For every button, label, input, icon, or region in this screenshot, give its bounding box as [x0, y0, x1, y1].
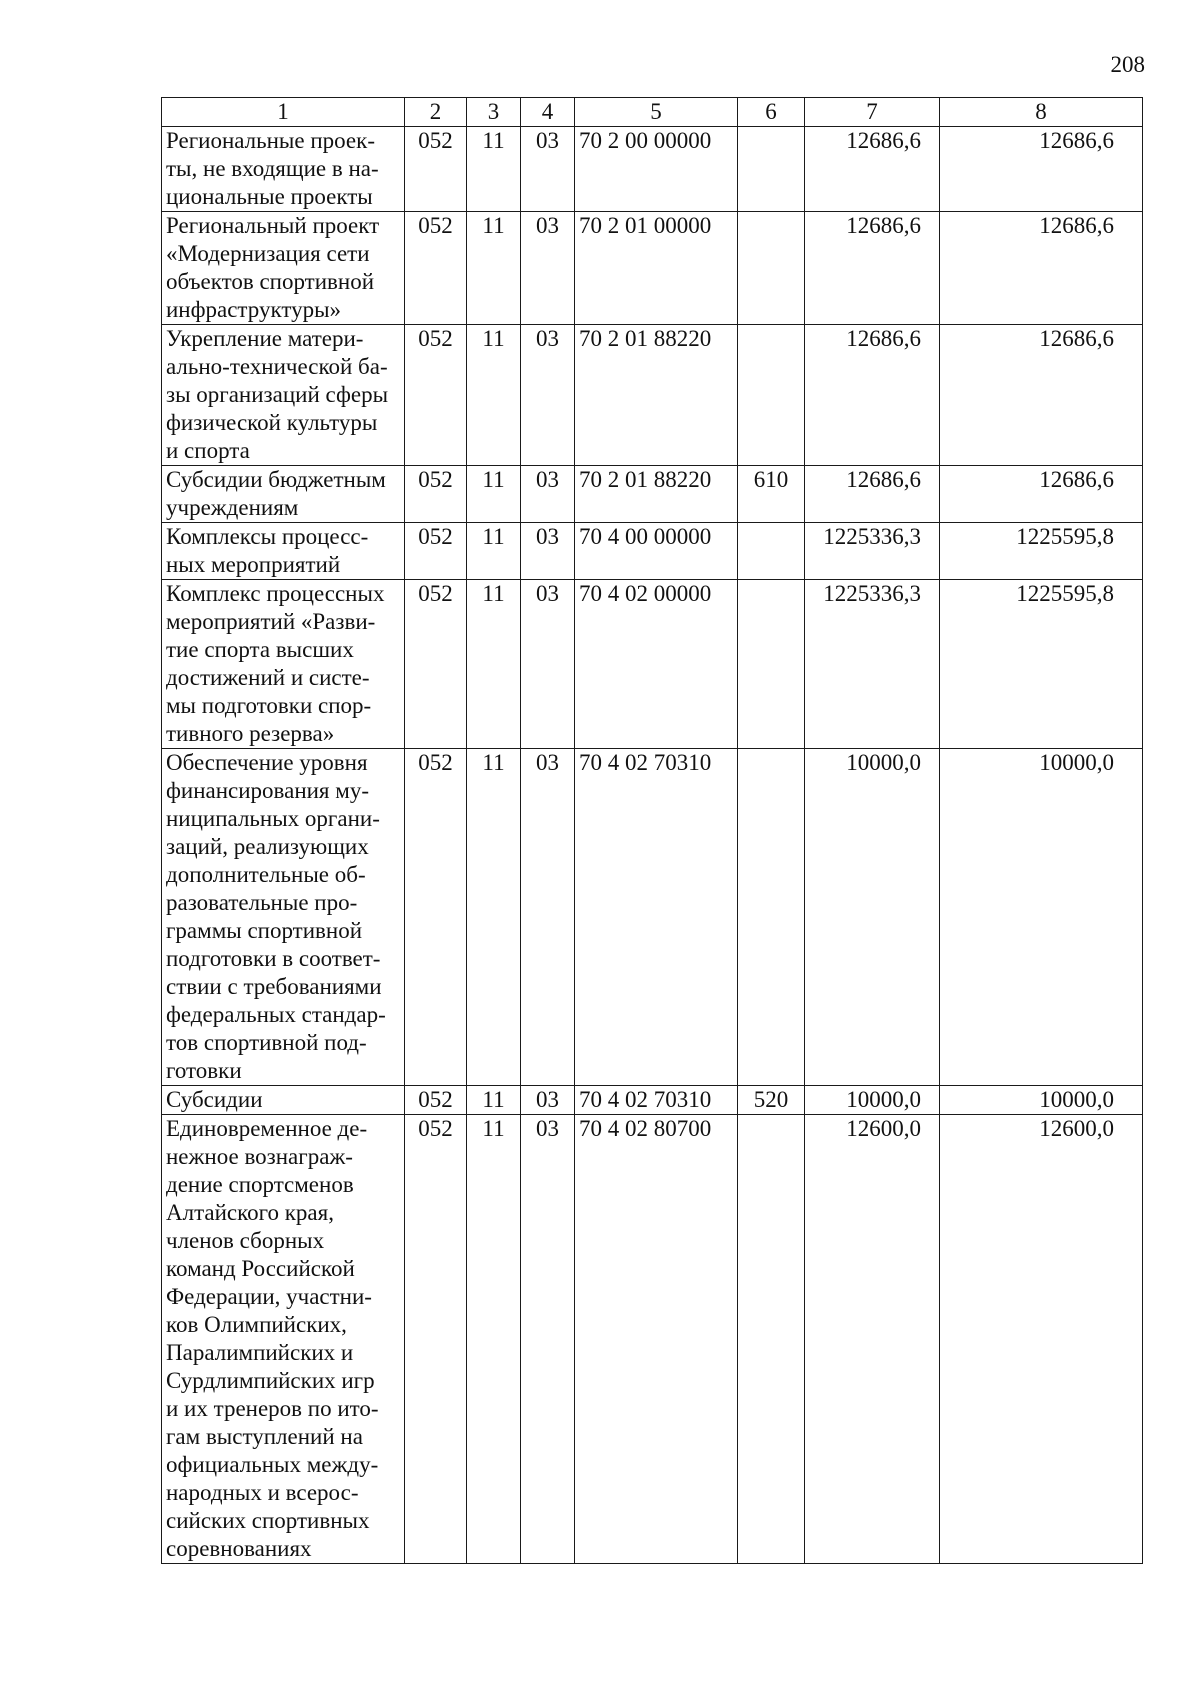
admin-code-cell: 052 — [405, 1115, 467, 1564]
amount-year1-cell: 1225336,3 — [805, 580, 940, 749]
target-article-cell: 70 2 01 00000 — [575, 212, 738, 325]
row-name-line: тов спортивной под- — [166, 1030, 367, 1055]
row-name-line: учреждениям — [166, 495, 299, 520]
row-name-line: команд Российской — [166, 1256, 355, 1281]
target-article-cell: 70 4 02 70310 — [575, 1086, 738, 1115]
subsection-cell: 03 — [521, 523, 575, 580]
target-article-cell: 70 2 00 00000 — [575, 127, 738, 212]
section-cell: 11 — [467, 466, 521, 523]
expense-type-cell — [738, 212, 805, 325]
row-name-line: сийских спортивных — [166, 1508, 370, 1533]
row-name-line: Обеспечение уровня — [166, 750, 368, 775]
subsection-cell: 03 — [521, 466, 575, 523]
column-header-5: 5 — [575, 98, 738, 127]
table-row — [162, 749, 1143, 1086]
table-row — [162, 325, 1143, 466]
section-cell: 11 — [467, 523, 521, 580]
subsection-cell: 03 — [521, 127, 575, 212]
admin-code-cell: 052 — [405, 466, 467, 523]
row-name-cell — [162, 1086, 405, 1115]
row-name-line: подготовки в соответ- — [166, 946, 381, 971]
row-name-line: физической культуры — [166, 410, 378, 435]
target-article-cell: 70 2 01 88220 — [575, 325, 738, 466]
expense-type-cell — [738, 127, 805, 212]
row-name-line: ниципальных органи- — [166, 806, 380, 831]
row-name-line: народных и всерос- — [166, 1480, 359, 1505]
row-name-line: Единовременное де- — [166, 1116, 368, 1141]
amount-year1-cell: 12686,6 — [805, 212, 940, 325]
amount-year1-cell: 12686,6 — [805, 325, 940, 466]
row-name-cell — [162, 325, 405, 466]
amount-year1-cell: 12686,6 — [805, 127, 940, 212]
row-name-line: Паралимпийских и — [166, 1340, 354, 1365]
target-article-cell: 70 4 02 80700 — [575, 1115, 738, 1564]
row-name-line: членов сборных — [166, 1228, 325, 1253]
row-name-line: федеральных стандар- — [166, 1002, 386, 1027]
column-header-6: 6 — [738, 98, 805, 127]
amount-year2-cell: 1225595,8 — [940, 523, 1143, 580]
column-header-8: 8 — [940, 98, 1143, 127]
amount-year2-cell: 12600,0 — [940, 1115, 1143, 1564]
row-name-line: зы организаций сферы — [166, 382, 389, 407]
row-name-line: официальных между- — [166, 1452, 379, 1477]
subsection-cell: 03 — [521, 1115, 575, 1564]
amount-year2-cell: 12686,6 — [940, 466, 1143, 523]
admin-code-cell: 052 — [405, 325, 467, 466]
expense-type-cell — [738, 1115, 805, 1564]
row-name-line: Региональные проек- — [166, 128, 375, 153]
row-name-line: ствии с требованиями — [166, 974, 382, 999]
expense-type-cell — [738, 325, 805, 466]
amount-year2-cell: 12686,6 — [940, 212, 1143, 325]
row-name-line: достижений и систе- — [166, 665, 370, 690]
column-header-2: 2 — [405, 98, 467, 127]
row-name-line: мы подготовки спор- — [166, 693, 372, 718]
amount-year2-cell: 1225595,8 — [940, 580, 1143, 749]
section-cell: 11 — [467, 212, 521, 325]
row-name-line: готовки — [166, 1058, 242, 1083]
row-name-cell — [162, 523, 405, 580]
amount-year2-cell: 12686,6 — [940, 325, 1143, 466]
row-name-line: ты, не входящие в на- — [166, 156, 379, 181]
row-name-line: инфраструктуры» — [166, 297, 342, 322]
table-row — [162, 466, 1143, 523]
table-row — [162, 1086, 1143, 1115]
subsection-cell: 03 — [521, 212, 575, 325]
section-cell: 11 — [467, 580, 521, 749]
row-name-cell — [162, 1115, 405, 1564]
row-name-cell — [162, 749, 405, 1086]
row-name-line: нежное вознаграж- — [166, 1144, 353, 1169]
admin-code-cell: 052 — [405, 749, 467, 1086]
row-name-line: объектов спортивной — [166, 269, 375, 294]
amount-year1-cell: 12600,0 — [805, 1115, 940, 1564]
column-header-4: 4 — [521, 98, 575, 127]
row-name-line: мероприятий «Разви- — [166, 609, 376, 634]
admin-code-cell: 052 — [405, 580, 467, 749]
row-name-line: циональные проекты — [166, 184, 373, 209]
column-header-1: 1 — [162, 98, 405, 127]
row-name-line: ных мероприятий — [166, 552, 341, 577]
target-article-cell: 70 4 00 00000 — [575, 523, 738, 580]
section-cell: 11 — [467, 127, 521, 212]
row-name-line: «Модернизация сети — [166, 241, 370, 266]
target-article-cell: 70 4 02 00000 — [575, 580, 738, 749]
row-name-line: Комплекс процессных — [166, 581, 385, 606]
amount-year2-cell: 10000,0 — [940, 1086, 1143, 1115]
amount-year1-cell: 12686,6 — [805, 466, 940, 523]
subsection-cell: 03 — [521, 749, 575, 1086]
expense-type-cell — [738, 580, 805, 749]
row-name-cell — [162, 580, 405, 749]
row-name-line: граммы спортивной — [166, 918, 363, 943]
row-name-line: дополнительные об- — [166, 862, 366, 887]
row-name-cell — [162, 127, 405, 212]
expense-type-cell — [738, 749, 805, 1086]
section-cell: 11 — [467, 1115, 521, 1564]
amount-year1-cell: 10000,0 — [805, 749, 940, 1086]
table-row — [162, 1115, 1143, 1564]
budget-table — [161, 97, 1143, 1564]
admin-code-cell: 052 — [405, 212, 467, 325]
table-row — [162, 127, 1143, 212]
amount-year2-cell: 10000,0 — [940, 749, 1143, 1086]
table-row — [162, 523, 1143, 580]
row-name-cell — [162, 466, 405, 523]
row-name-line: Комплексы процесс- — [166, 524, 369, 549]
target-article-cell: 70 4 02 70310 — [575, 749, 738, 1086]
section-cell: 11 — [467, 325, 521, 466]
amount-year2-cell: 12686,6 — [940, 127, 1143, 212]
row-name-line: гам выступлений на — [166, 1424, 363, 1449]
row-name-line: Субсидии — [166, 1087, 263, 1112]
amount-year1-cell: 1225336,3 — [805, 523, 940, 580]
subsection-cell: 03 — [521, 580, 575, 749]
expense-type-cell: 520 — [738, 1086, 805, 1115]
admin-code-cell: 052 — [405, 127, 467, 212]
table-body — [162, 127, 1143, 1564]
header-row — [162, 98, 1143, 127]
row-name-line: тивного резерва» — [166, 721, 335, 746]
row-name-line: заций, реализующих — [166, 834, 369, 859]
row-name-line: Федерации, участни- — [166, 1284, 372, 1309]
row-name-line: Сурдлимпийских игр — [166, 1368, 375, 1393]
admin-code-cell: 052 — [405, 523, 467, 580]
amount-year1-cell: 10000,0 — [805, 1086, 940, 1115]
row-name-line: дение спортсменов — [166, 1172, 354, 1197]
row-name-line: финансирования му- — [166, 778, 369, 803]
subsection-cell: 03 — [521, 325, 575, 466]
row-name-line: и спорта — [166, 438, 250, 463]
admin-code-cell: 052 — [405, 1086, 467, 1115]
expense-type-cell: 610 — [738, 466, 805, 523]
row-name-line: Региональный проект — [166, 213, 380, 238]
target-article-cell: 70 2 01 88220 — [575, 466, 738, 523]
column-header-3: 3 — [467, 98, 521, 127]
row-name-line: ально-технической ба- — [166, 354, 388, 379]
table-row — [162, 212, 1143, 325]
page-number: 208 — [1110, 52, 1145, 77]
row-name-line: Укрепление матери- — [166, 326, 364, 351]
expense-type-cell — [738, 523, 805, 580]
row-name-line: и их тренеров по ито- — [166, 1396, 379, 1421]
column-header-7: 7 — [805, 98, 940, 127]
row-name-line: ков Олимпийских, — [166, 1312, 347, 1337]
row-name-line: тие спорта высших — [166, 637, 354, 662]
table-row — [162, 580, 1143, 749]
subsection-cell: 03 — [521, 1086, 575, 1115]
row-name-line: разовательные про- — [166, 890, 358, 915]
row-name-line: Субсидии бюджетным — [166, 467, 386, 492]
row-name-line: соревнованиях — [166, 1536, 312, 1561]
section-cell: 11 — [467, 749, 521, 1086]
row-name-cell — [162, 212, 405, 325]
row-name-line: Алтайского края, — [166, 1200, 334, 1225]
section-cell: 11 — [467, 1086, 521, 1115]
